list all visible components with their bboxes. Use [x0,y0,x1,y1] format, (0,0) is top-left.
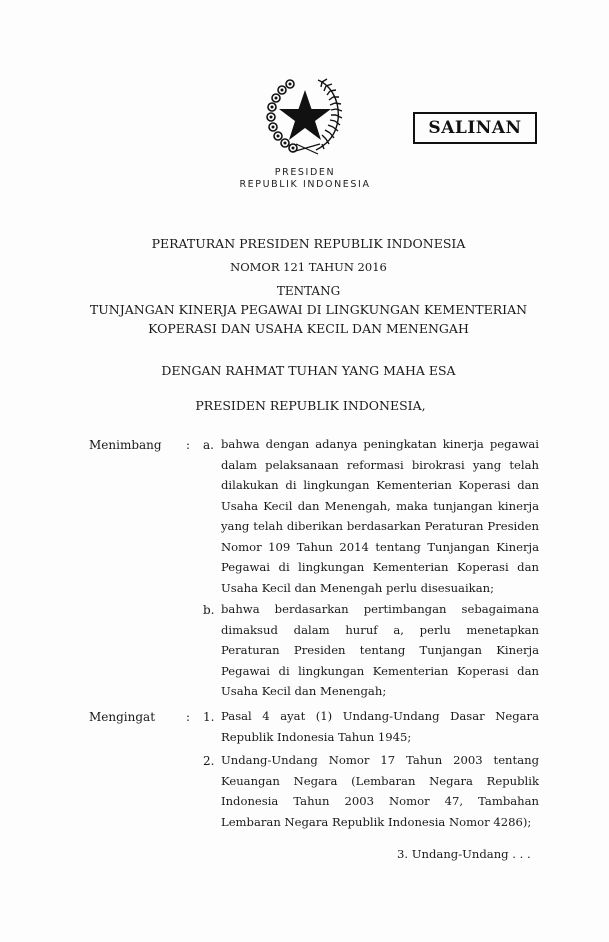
mengingat-colon: : [186,710,191,724]
item-marker: 1. [203,710,215,724]
mengingat-item-2 [221,750,539,832]
invocation: DENGAN RAHMAT TUHAN YANG MAHA ESA [161,363,456,378]
text-line: Pegawai di lingkungan Kementerian Koperasi dan [221,663,539,678]
text-line: Undang-Undang Nomor 17 Tahun 2003 tentang [221,753,539,767]
tentang-heading: TENTANG [276,284,341,298]
continuation-marker: 3. Undang-Undang . . . [397,847,531,861]
menimbang-colon: : [186,438,191,452]
mengingat-item-1 [221,706,539,747]
text-line: bahwa dengan adanya peningkatan kinerja pegawai [221,437,539,451]
text-line: dimaksud dalam huruf a, perlu menetapkan [221,622,539,637]
text-line: yang telah diberikan berdasarkan Peraturan Presiden [221,519,539,533]
menimbang-label: Menimbang [89,438,162,452]
subject-line-1: TUNJANGAN KINERJA PEGAWAI DI LINGKUNGAN KEMENTERIAN [89,302,528,317]
text-line: Nomor 109 Tahun 2014 tentang Tunjangan Kinerja [221,539,539,554]
text-line: bahwa berdasarkan pertimbangan sebagaimana [221,602,539,616]
text-line: Indonesia Tahun 2003 Nomor 47, Tambahan [221,794,539,808]
republik-indonesia-label: REPUBLIK INDONESIA [239,179,371,190]
subject-line-2: KOPERASI DAN USAHA KECIL DAN MENENGAH [148,321,469,336]
text-line: Usaha Kecil dan Menengah; [221,684,387,698]
text-line: Pegawai di lingkungan Kementerian Koperasi dan [221,560,539,574]
text-line: dalam pelaksanaan reformasi birokrasi yang telah [221,457,539,472]
text-line: Usaha Kecil dan Menengah perlu disesuaikan; [221,580,494,595]
presidential-emblem-icon [252,72,356,158]
mengingat-label: Mengingat [89,710,156,724]
item-marker: a. [203,438,214,452]
text-line: Pasal 4 ayat (1) Undang-Undang Dasar Negara [221,709,539,723]
item-marker: 2. [203,754,215,768]
text-line: Keuangan Negara (Lembaran Negara Republik [221,773,539,788]
regulation-title: PERATURAN PRESIDEN REPUBLIK INDONESIA [151,236,466,251]
text-line: Usaha Kecil dan Menengah, maka tunjangan kinerja [221,498,539,513]
regulation-number: NOMOR 121 TAHUN 2016 [230,260,387,274]
issuer-heading: PRESIDEN REPUBLIK INDONESIA, [195,398,426,413]
text-line: Lembaran Negara Republik Indonesia Nomor 4286); [221,814,532,829]
salinan-stamp: SALINAN [413,112,537,144]
menimbang-item-b [221,599,539,702]
item-marker: b. [203,603,215,617]
presiden-label: PRESIDEN [274,167,336,178]
text-line: Peraturan Presiden tentang Tunjangan Kinerja [221,643,539,657]
menimbang-item-a [221,434,539,598]
text-line: Republik Indonesia Tahun 1945; [221,729,412,744]
text-line: dilakukan di lingkungan Kementerian Koperasi dan [221,478,539,492]
